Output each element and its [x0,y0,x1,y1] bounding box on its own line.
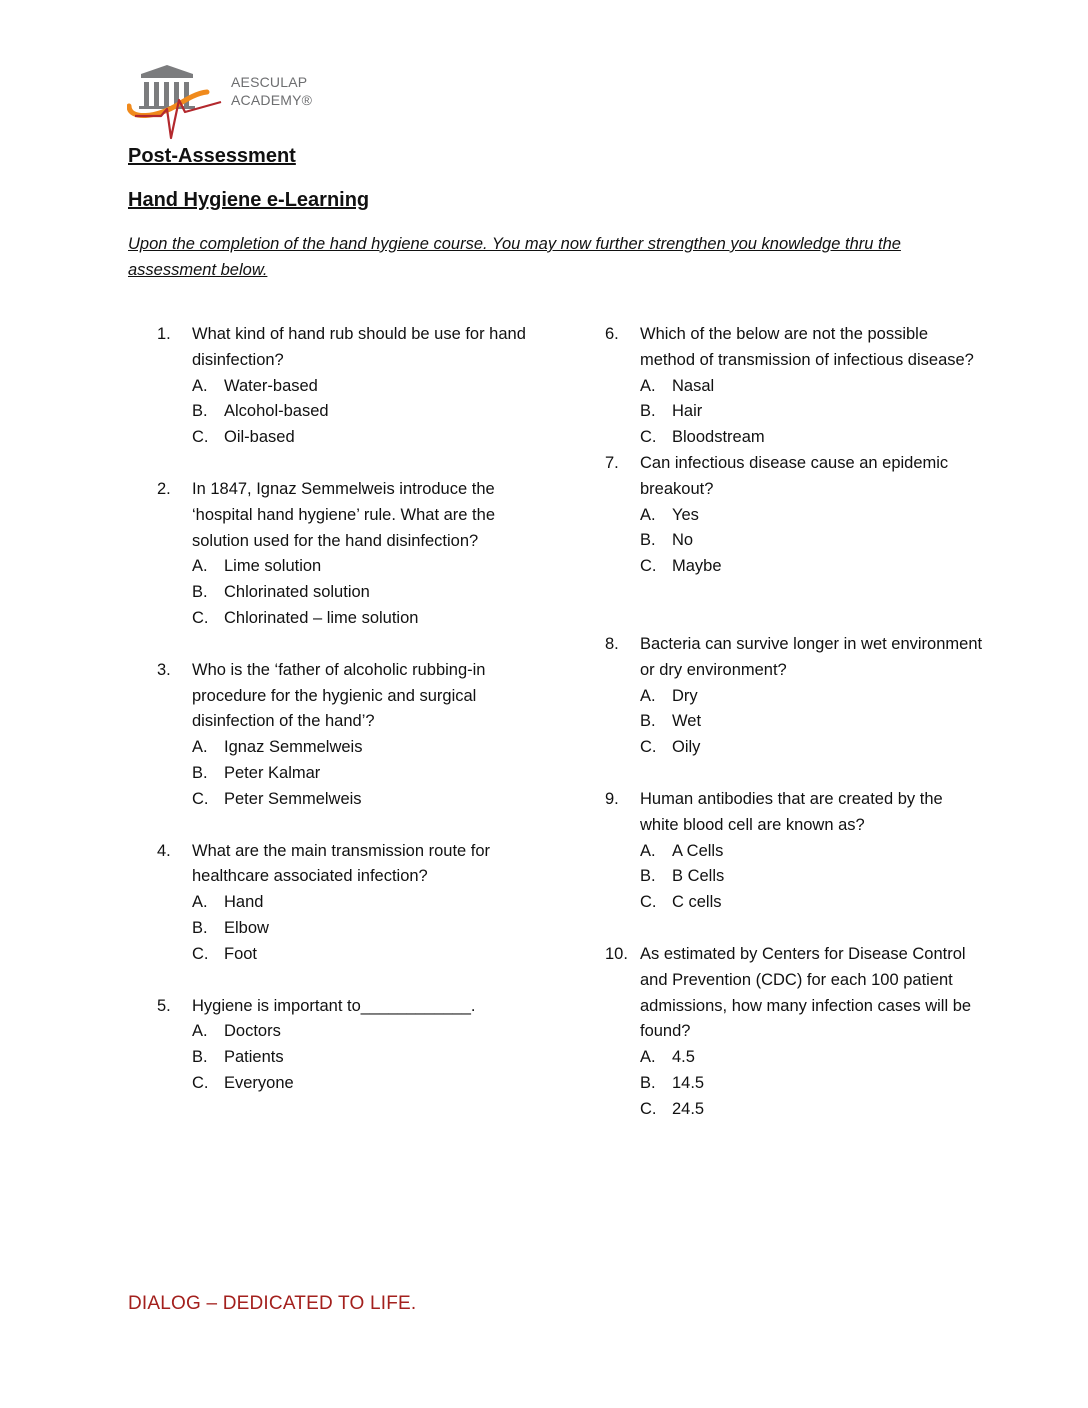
option-letter: B. [192,402,208,421]
question-number: 6. [605,325,619,343]
question-number: 9. [605,789,619,808]
option-letter: C. [192,944,209,963]
option-c[interactable] [640,735,985,761]
option-text: Elbow [224,918,269,937]
option-letter: C. [192,1073,209,1092]
option-c[interactable] [192,942,537,968]
option-text: 24.5 [672,1099,705,1118]
option-letter: C. [640,1099,657,1118]
option-c[interactable] [192,1071,537,1097]
option-letter: A. [640,686,656,705]
footer-tagline: DIALOG – DEDICATED TO LIFE. [128,1293,417,1314]
options-list [192,1019,537,1096]
option-b[interactable] [192,916,537,942]
option-text: Ignaz Semmelweis [224,738,363,757]
option-text: Patients [224,1048,284,1067]
question-10 [605,942,985,1123]
option-text: No [672,531,694,550]
option-text: Maybe [672,557,722,576]
question-text: Who is the ‘father of alcoholic rubbing-in procedure for the hygienic and surgical disinfection of the hand’? [192,660,486,731]
option-b[interactable] [192,399,537,425]
option-letter: A. [192,557,208,576]
option-text: Chlorinated solution [224,583,370,602]
question-2 [157,477,537,632]
question-number: 2. [157,479,171,498]
option-text: Alcohol-based [224,402,329,421]
aesculap-academy-logo [127,62,327,142]
question-5 [157,994,537,1097]
option-a[interactable] [640,1045,985,1071]
option-letter: A. [640,505,656,524]
options-list [640,503,985,580]
option-b[interactable] [640,528,985,554]
option-text: Wet [672,712,702,731]
option-letter: B. [192,583,208,602]
option-c[interactable] [640,890,985,916]
option-a[interactable] [640,374,985,400]
question-9 [605,787,985,916]
question-number: 1. [157,325,171,343]
question-7 [605,451,985,580]
option-letter: A. [640,376,656,395]
question-text: Hygiene is important to____________. [192,996,476,1015]
option-text: C cells [672,893,722,912]
option-text: Lime solution [224,557,322,576]
question-4 [157,839,537,968]
option-letter: A. [192,893,208,912]
question-number: 3. [157,660,171,679]
question-text: In 1847, Ignaz Semmelweis introduce the ‘hospital hand hygiene’ rule. What are the solution used for the hand disinfection? [192,479,495,550]
option-text: Nasal [672,376,715,395]
option-b[interactable] [192,1045,537,1071]
question-text: Which of the below are not the possible method of transmission of infectious disease? [640,325,974,369]
option-c[interactable] [640,554,985,580]
option-text: Doctors [224,1022,281,1041]
option-a[interactable] [192,374,537,400]
options-list [192,890,537,967]
option-letter: B. [640,712,656,731]
option-text: Hair [672,402,703,421]
logo-wordmark [231,73,312,109]
question-text: Bacteria can survive longer in wet environment or dry environment? [640,634,983,679]
academy-building-icon [127,62,227,142]
options-list [640,839,985,916]
options-list [192,374,537,451]
questions-column-left [157,322,537,1097]
question-3 [157,658,537,813]
option-text: B Cells [672,867,725,886]
option-text: Dry [672,686,698,705]
option-letter: C. [640,893,657,912]
option-letter: C. [192,789,209,808]
option-a[interactable] [192,1019,537,1045]
options-list [192,735,537,812]
option-b[interactable] [192,761,537,787]
option-letter: C. [640,557,657,576]
question-6 [605,322,985,451]
option-letter: A. [640,1048,656,1067]
option-text: 14.5 [672,1073,705,1092]
question-text: As estimated by Centers for Disease Control and Prevention (CDC) for each 100 patient admissions, how many infection cases will be found? [640,944,972,1041]
options-list [640,374,985,451]
option-letter: B. [640,402,656,421]
option-a[interactable] [640,684,985,710]
option-text: Yes [672,505,699,524]
option-a[interactable] [640,839,985,865]
option-text: Water-based [224,376,318,395]
option-text: Everyone [224,1073,294,1092]
option-letter: A. [192,1022,208,1041]
option-a[interactable] [192,554,537,580]
option-text: A Cells [672,841,724,860]
question-text: What are the main transmission route for healthcare associated infection? [192,841,491,886]
option-text: Oil-based [224,428,295,447]
option-letter: C. [192,428,209,447]
option-text: Foot [224,944,258,963]
option-letter: B. [192,1048,208,1067]
question-1 [157,322,537,451]
option-text: Bloodstream [672,428,765,447]
option-letter: A. [192,376,208,395]
question-number: 10. [605,944,628,963]
question-8 [605,632,985,761]
option-letter: C. [192,608,209,627]
option-text: Hand [224,893,264,912]
option-a[interactable] [192,890,537,916]
option-letter: B. [640,1073,656,1092]
option-c[interactable] [640,1097,985,1123]
option-c[interactable] [192,787,537,813]
intro-text: Upon the completion of the hand hygiene course. You may now further strengthen you knowledge thru the assessment below. [128,235,901,279]
option-letter: B. [640,531,656,550]
option-a[interactable] [192,735,537,761]
option-c[interactable] [640,425,985,451]
logo-line-1: AESCULAP [231,74,308,90]
option-text: Peter Kalmar [224,763,321,782]
option-b[interactable] [640,864,985,890]
option-b[interactable] [640,709,985,735]
question-number: 8. [605,634,619,653]
option-letter: A. [640,841,656,860]
question-text: What kind of hand rub should be use for hand disinfection? [192,325,526,369]
option-text: 4.5 [672,1048,695,1067]
option-b[interactable] [192,580,537,606]
question-text: Human antibodies that are created by the white blood cell are known as? [640,789,943,834]
option-letter: B. [192,918,208,937]
option-c[interactable] [192,606,537,632]
option-b[interactable] [640,399,985,425]
option-a[interactable] [640,503,985,529]
option-text: Peter Semmelweis [224,789,362,808]
option-letter: C. [640,428,657,447]
course-title: Hand Hygiene e-Learning [128,189,370,211]
option-letter: A. [192,738,208,757]
option-b[interactable] [640,1071,985,1097]
options-list [640,1045,985,1122]
option-letter: C. [640,738,657,757]
option-letter: B. [192,763,208,782]
option-text: Oily [672,738,701,757]
option-c[interactable] [192,425,537,451]
question-number: 5. [157,996,171,1015]
post-assessment-title: Post-Assessment [128,145,296,167]
option-letter: B. [640,867,656,886]
options-list [192,554,537,631]
question-number: 4. [157,841,171,860]
questions-column-right [605,322,985,1123]
logo-line-2: ACADEMY® [231,92,313,108]
option-text: Chlorinated – lime solution [224,608,419,627]
options-list [640,684,985,761]
question-number: 7. [605,453,619,472]
question-text: Can infectious disease cause an epidemic breakout? [640,453,949,498]
